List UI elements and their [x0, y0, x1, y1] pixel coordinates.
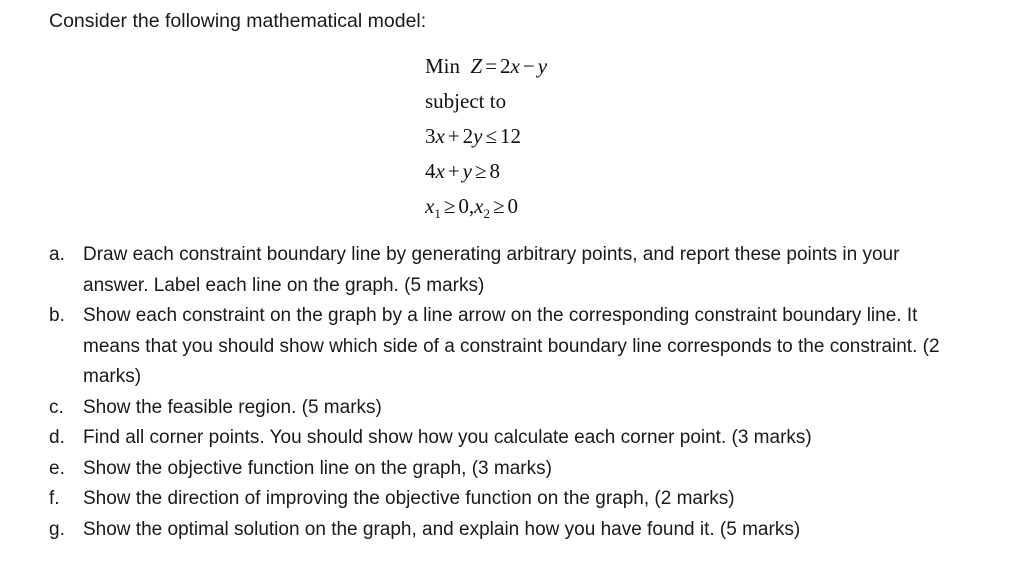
- minus-sign: −: [522, 54, 535, 78]
- c1-rhs: 12: [500, 124, 522, 148]
- nn-x1: x: [425, 194, 435, 218]
- part-label: c.: [49, 396, 64, 418]
- part-label: d.: [49, 427, 65, 448]
- constraint-2: [425, 156, 547, 191]
- part-b: [49, 301, 949, 393]
- c2-coef-x: 4: [425, 159, 436, 183]
- intro-text: Consider the following mathematical model:: [49, 10, 427, 32]
- constraint-nonneg: [425, 191, 547, 226]
- c2-plus: +: [447, 159, 460, 183]
- nn-v1: 0,: [458, 194, 475, 218]
- c2-rhs: 8: [489, 159, 501, 183]
- subject-to-line: subject to: [425, 89, 507, 113]
- coef-2: 2: [500, 54, 511, 78]
- c1-plus: +: [447, 124, 460, 148]
- nn-x2: x: [474, 194, 484, 218]
- c1-op: ≤: [485, 124, 498, 148]
- part-text: Find all corner points. You should show how you calculate each corner point. (3 marks): [83, 427, 812, 448]
- c1-coef-y: 2: [462, 124, 474, 148]
- part-label: b.: [49, 305, 65, 326]
- c2-y: y: [462, 159, 472, 183]
- min-keyword: Min: [425, 54, 461, 78]
- x-var: x: [510, 54, 520, 78]
- part-d: [49, 423, 949, 454]
- part-g: [49, 515, 949, 546]
- nn-sub2: 2: [483, 206, 490, 221]
- part-label: f.: [49, 488, 60, 509]
- c1-x: x: [435, 124, 445, 148]
- part-c: [49, 393, 949, 424]
- part-e: [49, 454, 949, 485]
- part-text: Draw each constraint boundary line by generating arbitrary points, and report these points in your answer. Label each line on the graph. (5 marks): [83, 244, 900, 296]
- eq-sign: =: [485, 54, 498, 78]
- part-f: [49, 484, 949, 515]
- constraint-1: [425, 121, 547, 156]
- nn-sub1: 1: [434, 206, 441, 221]
- c2-op: ≥: [475, 159, 487, 183]
- nn-op2: ≥: [492, 194, 505, 218]
- part-text: Show the direction of improving the objective function on the graph, (2 marks): [83, 488, 735, 509]
- part-label: a.: [49, 244, 65, 265]
- part-label: e.: [49, 457, 65, 479]
- part-text: Show the objective function line on the graph, (3 marks): [83, 457, 552, 479]
- objective-line: [425, 51, 547, 86]
- part-a: [49, 240, 949, 301]
- z-var: Z: [470, 54, 483, 78]
- nn-op1: ≥: [443, 194, 456, 218]
- part-text: Show the optimal solution on the graph, and explain how you have found it. (5 marks): [83, 518, 801, 540]
- nn-v2: 0: [507, 194, 518, 218]
- y-var: y: [537, 54, 548, 78]
- c1-coef-x: 3: [425, 124, 436, 148]
- part-text: Show the feasible region. (5 marks): [83, 396, 382, 418]
- c1-y: y: [473, 124, 483, 148]
- part-label: g.: [49, 518, 65, 540]
- math-model: [425, 51, 547, 226]
- c2-x: x: [435, 159, 445, 183]
- part-text: Show each constraint on the graph by a line arrow on the corresponding constraint boundary line. It means that you should show which side of a constraint boundary line corresponds to the constraint. (2 marks): [83, 305, 940, 387]
- question-parts: [49, 240, 949, 545]
